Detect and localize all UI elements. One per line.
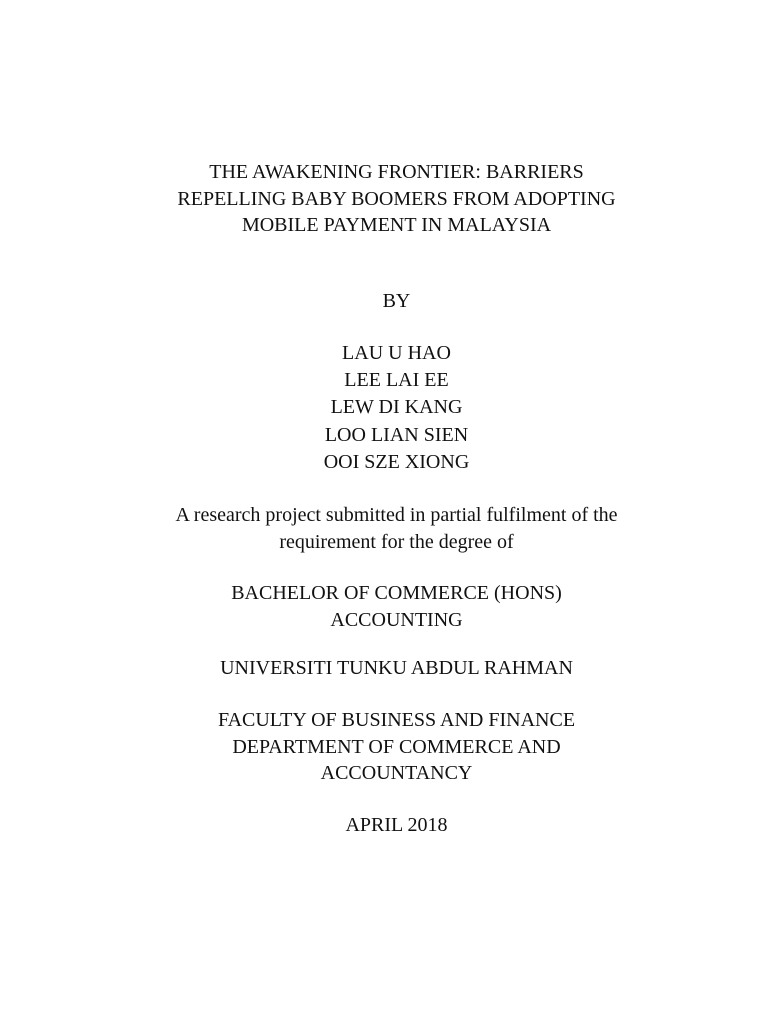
submission-date-text: APRIL 2018 <box>345 814 448 836</box>
author-name: OOI SZE XIONG <box>323 450 470 473</box>
author-name: LEW DI KANG <box>330 396 463 419</box>
submission-statement <box>0 502 770 555</box>
author-list <box>0 340 770 476</box>
author-name: LEE LAI EE <box>344 369 449 392</box>
thesis-title <box>0 159 770 239</box>
degree-name-line: BACHELOR OF COMMERCE (HONS) <box>231 582 562 604</box>
by-text: BY <box>382 290 411 312</box>
by-label <box>0 288 770 315</box>
author-name: LOO LIAN SIEN <box>324 423 469 446</box>
university-name-text: UNIVERSITI TUNKU ABDUL RAHMAN <box>220 657 573 679</box>
thesis-title-line: MOBILE PAYMENT IN MALAYSIA <box>241 214 552 236</box>
submission-statement-line: requirement for the degree of <box>279 530 514 553</box>
submission-date <box>0 812 770 839</box>
degree-name-line: ACCOUNTING <box>330 608 463 631</box>
thesis-title-line: REPELLING BABY BOOMERS FROM ADOPTING <box>177 187 616 210</box>
department-line: ACCOUNTANCY <box>320 762 473 784</box>
degree-name <box>0 580 770 633</box>
author-name: LAU U HAO <box>342 342 451 364</box>
thesis-title-line: THE AWAKENING FRONTIER: BARRIERS <box>209 161 584 183</box>
submission-statement-line: A research project submitted in partial fulfilment of the <box>175 504 618 526</box>
department-line: DEPARTMENT OF COMMERCE AND <box>232 735 561 758</box>
faculty-line: FACULTY OF BUSINESS AND FINANCE <box>217 709 576 731</box>
faculty-department <box>0 707 770 787</box>
university-name <box>0 655 770 682</box>
